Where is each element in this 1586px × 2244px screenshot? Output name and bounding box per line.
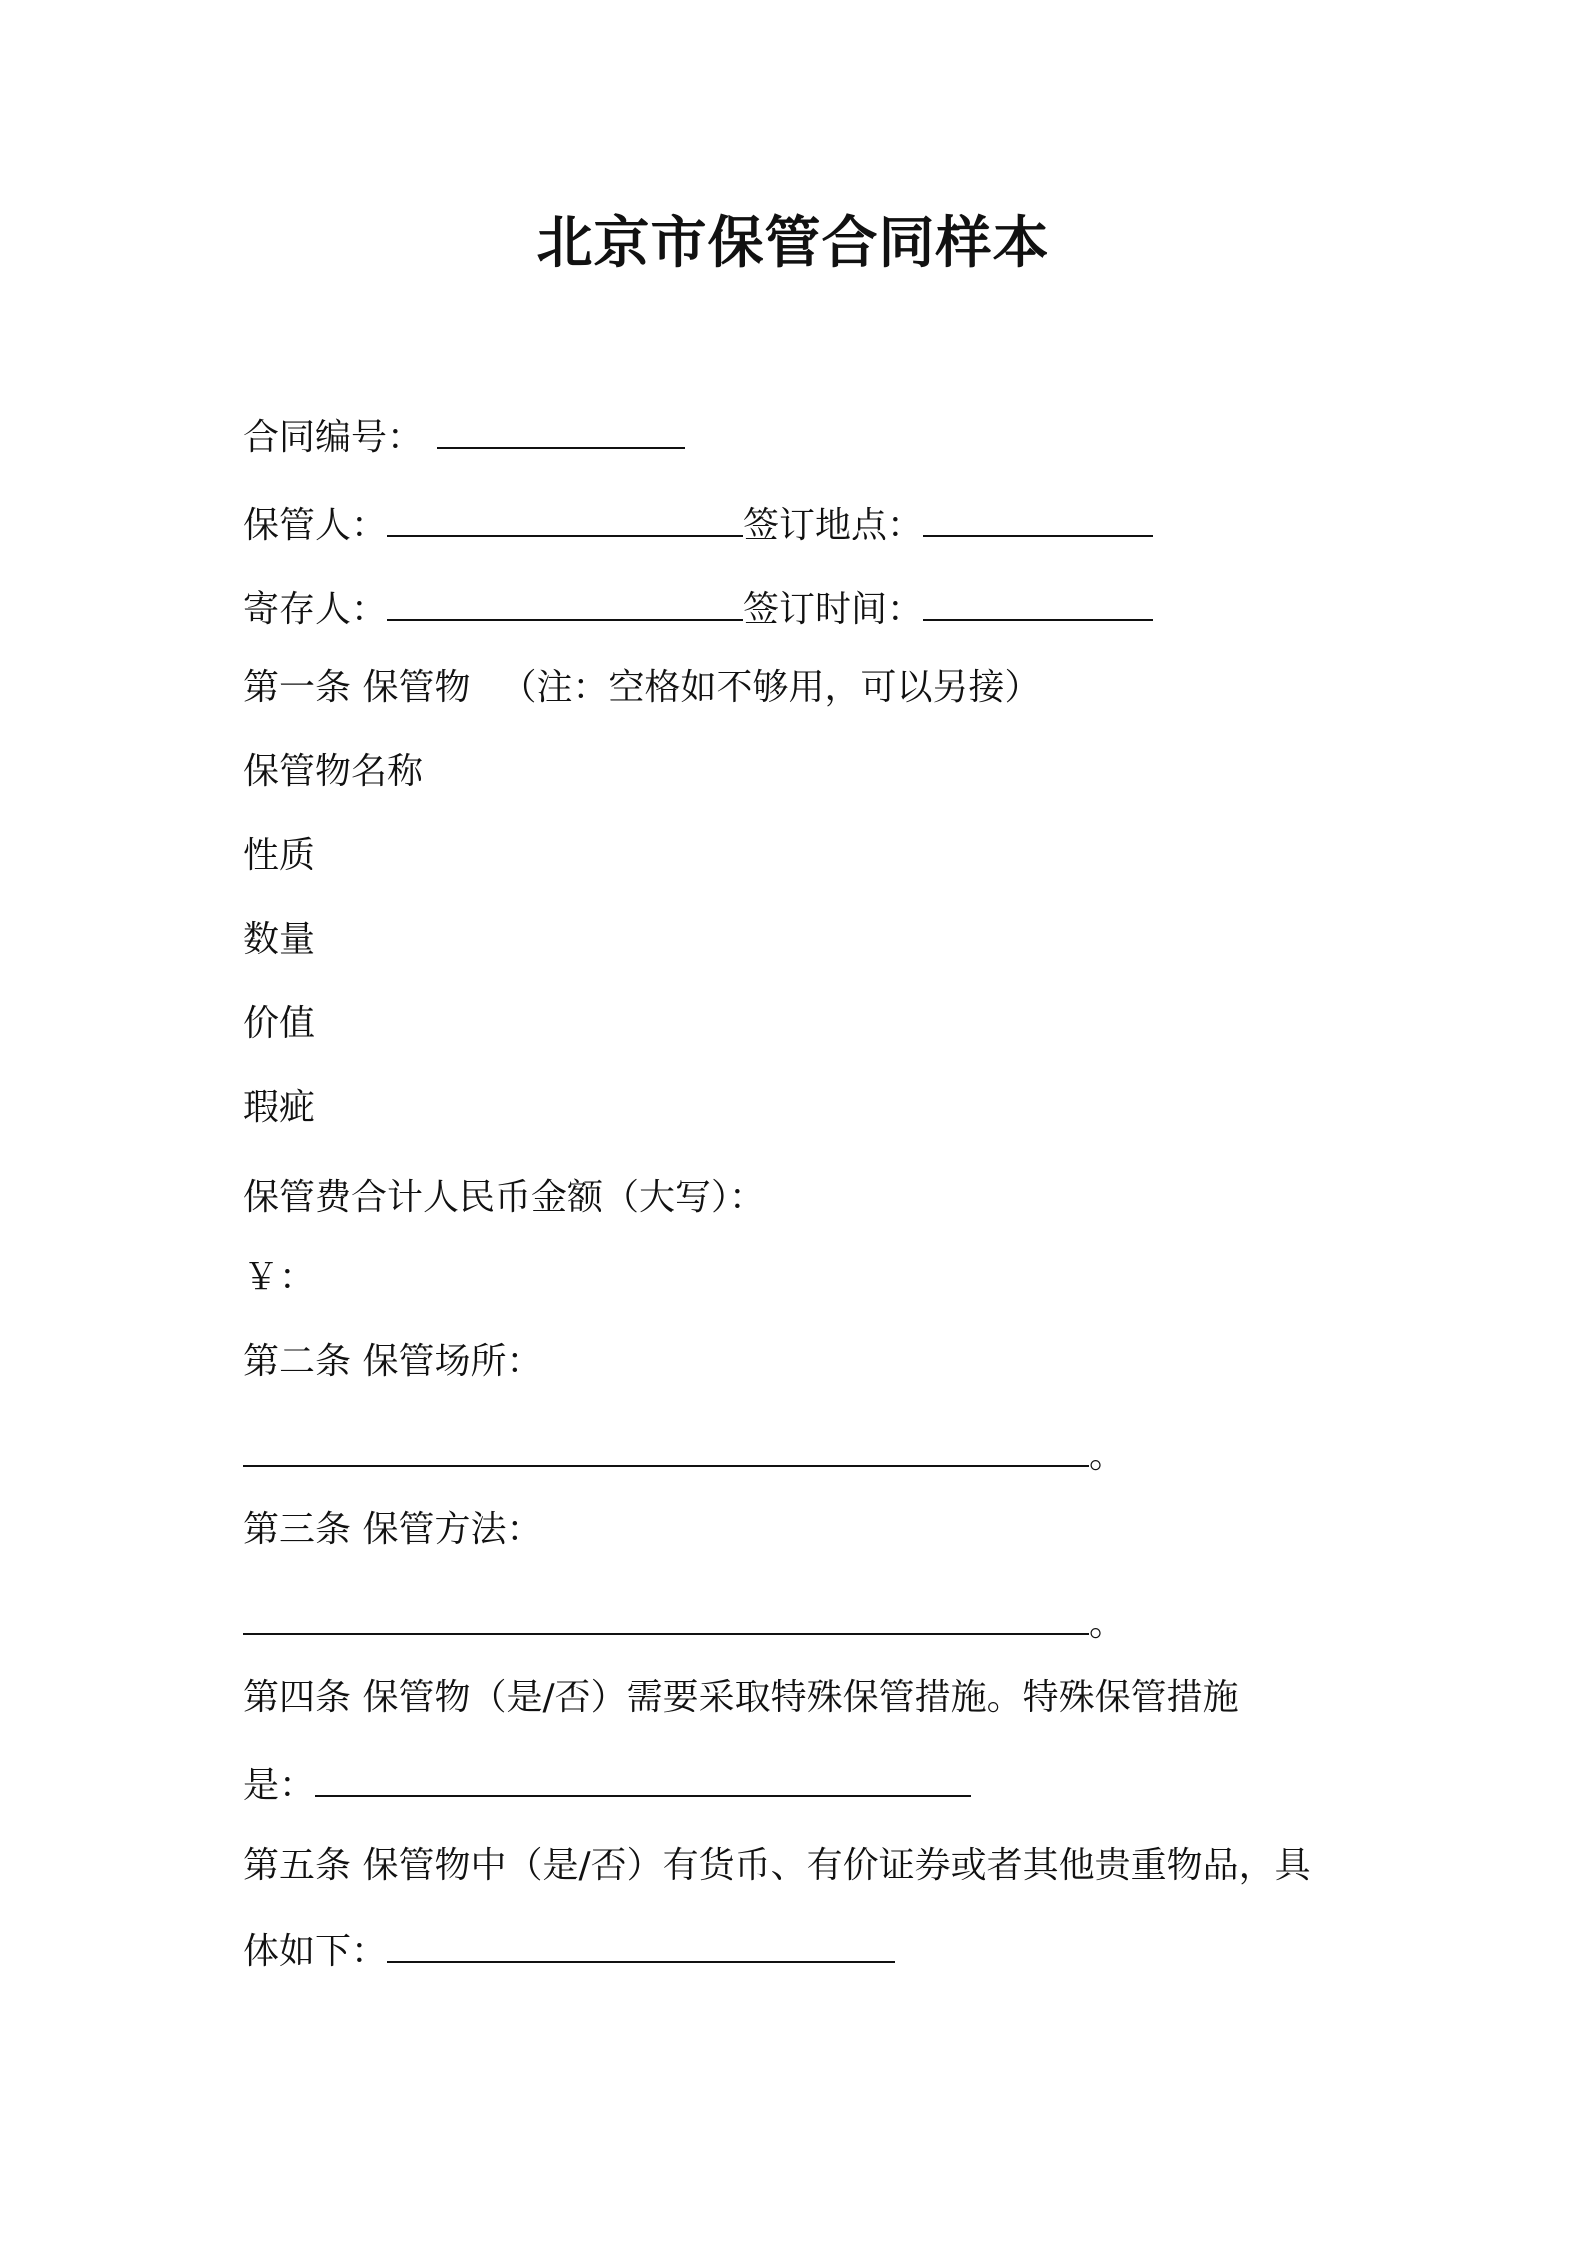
article5-line2 [243,1930,895,1974]
depositor-label: 寄存人： [243,589,388,630]
article2-heading: 第二条 保管场所： [243,1341,543,1382]
article1-item-name: 保管物名称 [243,751,424,792]
article1-yen-label: ￥： [243,1257,316,1298]
article2-end-mark: 。 [1089,1435,1126,1476]
sign-place-blank[interactable] [923,505,1153,537]
article2-blank[interactable] [243,1435,1089,1467]
contract-number-line [243,416,685,460]
depositor-line [243,588,1153,632]
article1-note: （注：空格如不够用，可以另接） [500,667,1041,708]
article3-blank[interactable] [243,1603,1089,1635]
article4-blank[interactable] [315,1765,971,1797]
article1-item-nature: 性质 [243,835,316,876]
article1-heading: 第一条 保管物 [243,667,471,708]
article4-line2 [243,1764,971,1808]
contract-number-blank[interactable] [437,417,685,449]
article5-line1: 第五条 保管物中（是/否）有货币、有价证券或者其他贵重物品，具 [243,1845,1311,1886]
sign-place-label: 签订地点： [743,505,924,546]
article1-item-value: 价值 [243,1003,316,1044]
article2-blank-line [243,1434,1125,1478]
article5-line2-label: 体如下： [243,1931,388,1972]
article4-line2-label: 是： [243,1765,316,1806]
depositor-blank[interactable] [387,589,743,621]
article1-item-defect: 瑕疵 [243,1087,316,1128]
document-title: 北京市保管合同样本 [536,211,1050,276]
article3-end-mark: 。 [1089,1603,1126,1644]
article4-line1: 第四条 保管物（是/否）需要采取特殊保管措施。特殊保管措施 [243,1677,1239,1718]
article1-item-quantity: 数量 [243,919,316,960]
article3-heading: 第三条 保管方法： [243,1509,543,1550]
article3-blank-line [243,1602,1125,1646]
sign-time-label: 签订时间： [743,589,924,630]
article5-blank[interactable] [387,1931,895,1963]
custodian-blank[interactable] [387,505,743,537]
article1-heading-line [243,666,1040,710]
contract-number-label: 合同编号： [243,417,424,458]
sign-time-blank[interactable] [923,589,1153,621]
custodian-label: 保管人： [243,505,388,546]
custodian-line [243,504,1153,548]
article1-fee-label: 保管费合计人民币金额（大写）： [243,1177,766,1218]
